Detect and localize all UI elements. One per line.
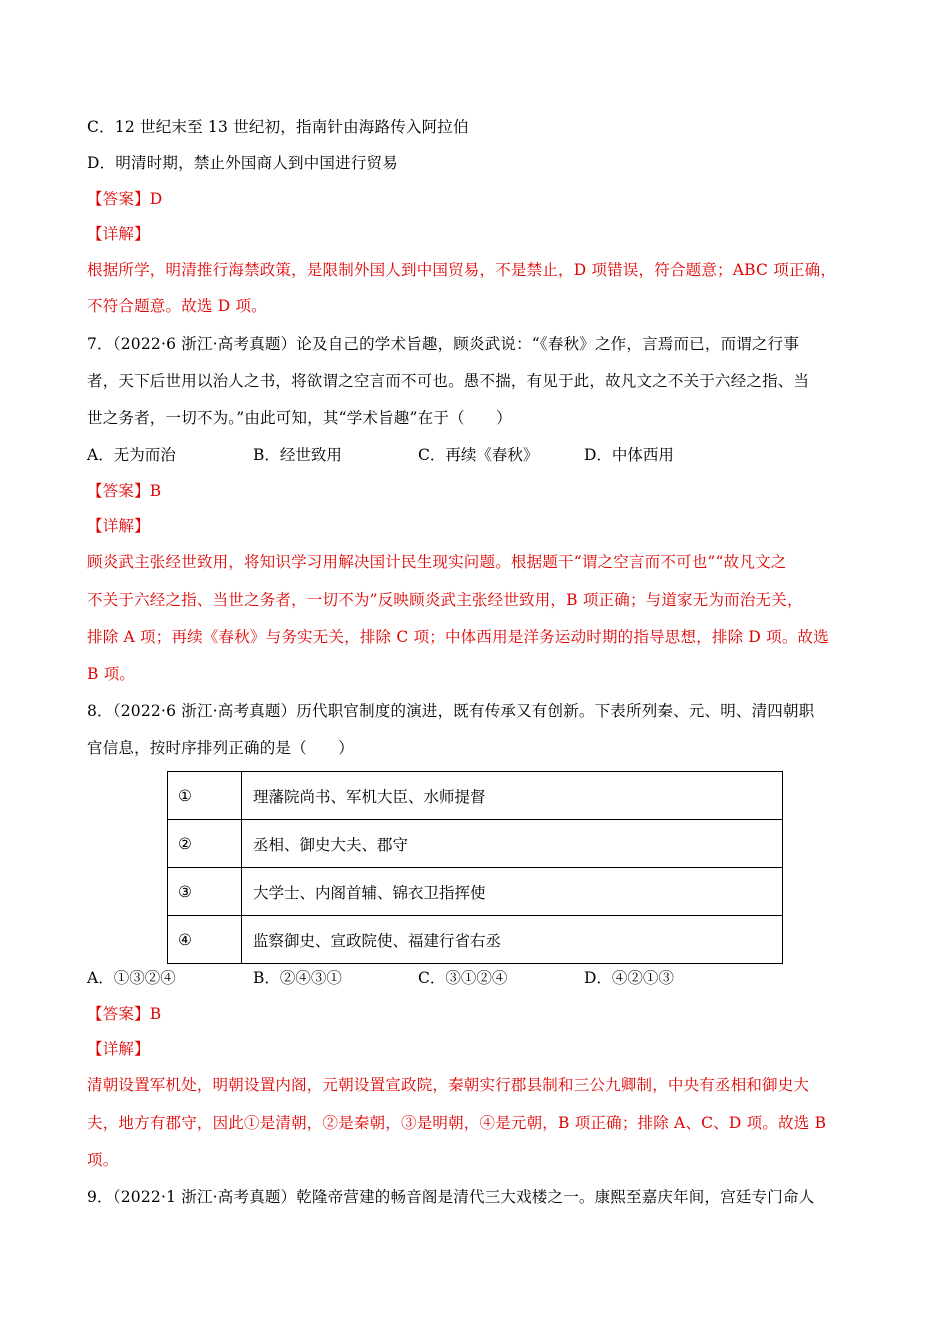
q7-stem-line: 者，天下后世用以治人之书，将欲谓之空言而不可也。愚不揣，有见于此，故凡文之不关于六经之指、当 bbox=[87, 372, 810, 390]
q6-option-c: C．12 世纪末至 13 世纪初，指南针由海路传入阿拉伯 bbox=[87, 118, 469, 136]
table-cell-text: 丞相、御史大夫、郡守 bbox=[242, 820, 783, 868]
q7-option-a: A．无为而治 bbox=[87, 446, 176, 464]
table-cell-number: ① bbox=[168, 772, 242, 820]
q7-detail-line: 顾炎武主张经世致用，将知识学习用解决国计民生现实问题。根据题干“谓之空言而不可也”“故凡文之 bbox=[87, 553, 787, 571]
q7-answer: 【答案】B bbox=[87, 482, 162, 500]
table-cell-number: ② bbox=[168, 820, 242, 868]
q7-stem-line: 7．（2022·6 浙江·高考真题）论及自己的学术旨趣，顾炎武说：“《春秋》之作，言焉而已，而谓之行事 bbox=[87, 335, 800, 353]
q8-detail-line: 项。 bbox=[87, 1151, 119, 1169]
q6-answer: 【答案】D bbox=[87, 190, 163, 208]
table-cell-number: ④ bbox=[168, 916, 242, 964]
q8-office-table bbox=[167, 771, 783, 964]
q6-detail-line: 根据所学，明清推行海禁政策，是限制外国人到中国贸易，不是禁止，D 项错误，符合题意；ABC 项正确， bbox=[87, 261, 837, 279]
table-cell-text: 大学士、内阁首辅、锦衣卫指挥使 bbox=[242, 868, 783, 916]
table-cell-number: ③ bbox=[168, 868, 242, 916]
q8-detail-label: 【详解】 bbox=[87, 1040, 150, 1058]
q8-answer: 【答案】B bbox=[87, 1005, 162, 1023]
q8-option-d: D．④②①③ bbox=[584, 969, 674, 987]
table-cell-text: 理藩院尚书、军机大臣、水师提督 bbox=[242, 772, 783, 820]
q7-stem-line: 世之务者，一切不为。”由此可知，其“学术旨趣”在于（ ） bbox=[87, 409, 512, 427]
table-row bbox=[168, 820, 783, 868]
table-row bbox=[168, 868, 783, 916]
q6-detail-line: 不符合题意。故选 D 项。 bbox=[87, 297, 267, 315]
q8-stem-line: 官信息，按时序排列正确的是（ ） bbox=[87, 739, 354, 757]
q7-detail-line: 不关于六经之指、当世之务者，一切不为”反映顾炎武主张经世致用，B 项正确；与道家无为而治无关， bbox=[87, 591, 803, 609]
q8-detail-line: 夫，地方有郡守，因此①是清朝，②是秦朝，③是明朝，④是元朝，B 项正确；排除 A、C、D 项。故选 B bbox=[87, 1114, 827, 1132]
q7-detail-label: 【详解】 bbox=[87, 517, 150, 535]
q7-option-c: C．再续《春秋》 bbox=[418, 446, 539, 464]
q8-stem-line: 8．（2022·6 浙江·高考真题）历代职官制度的演进，既有传承又有创新。下表所列秦、元、明、清四朝职 bbox=[87, 702, 815, 720]
q8-option-b: B．②④③① bbox=[253, 969, 342, 987]
q8-option-c: C．③①②④ bbox=[418, 969, 508, 987]
table-row bbox=[168, 772, 783, 820]
table-cell-text: 监察御史、宣政院使、福建行省右丞 bbox=[242, 916, 783, 964]
q7-detail-line: B 项。 bbox=[87, 665, 136, 683]
q6-detail-label: 【详解】 bbox=[87, 225, 150, 243]
q7-option-b: B．经世致用 bbox=[253, 446, 342, 464]
q9-stem-line: 9．（2022·1 浙江·高考真题）乾隆帝营建的畅音阁是清代三大戏楼之一。康熙至嘉庆年间，宫廷专门命人 bbox=[87, 1188, 815, 1206]
q7-detail-line: 排除 A 项；再续《春秋》与务实无关，排除 C 项；中体西用是洋务运动时期的指导思想，排除 D 项。故选 bbox=[87, 628, 829, 646]
table-row bbox=[168, 916, 783, 964]
q7-option-d: D．中体西用 bbox=[584, 446, 674, 464]
q6-option-d: D．明清时期，禁止外国商人到中国进行贸易 bbox=[87, 154, 398, 172]
q8-option-a: A．①③②④ bbox=[87, 969, 176, 987]
q8-detail-line: 清朝设置军机处，明朝设置内阁，元朝设置宣政院，秦朝实行郡县制和三公九卿制，中央有丞相和御史大 bbox=[87, 1076, 810, 1094]
